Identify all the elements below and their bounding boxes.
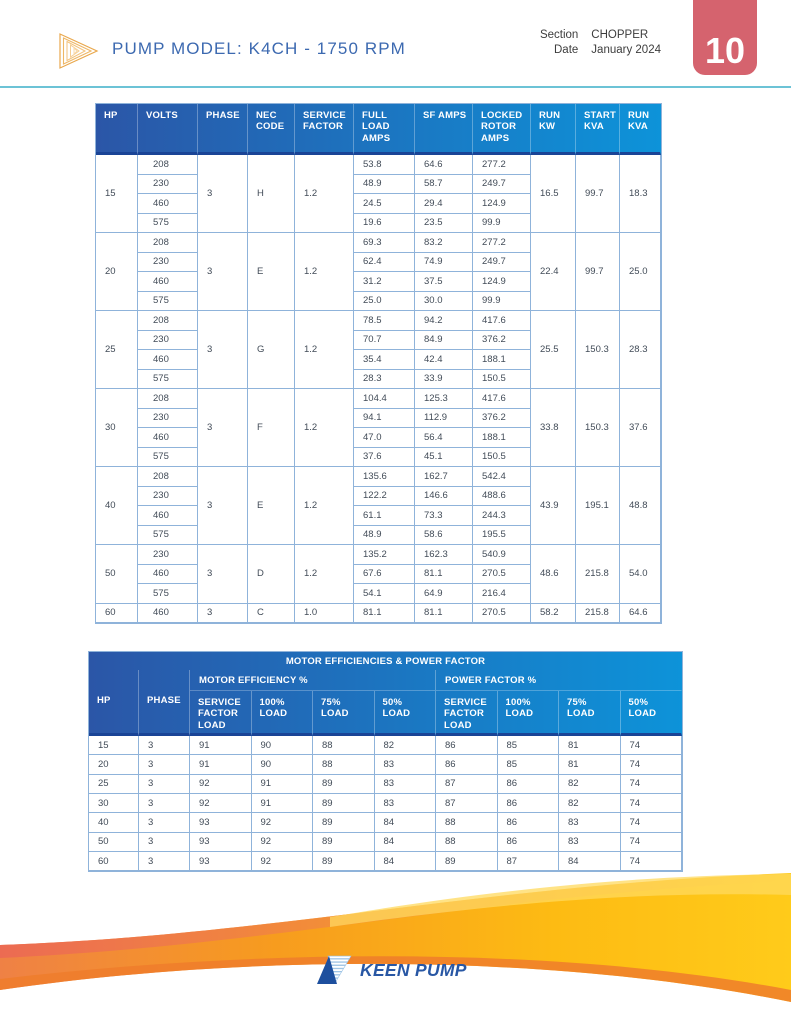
full-load-amps-cell: 94.1	[354, 409, 415, 429]
service-factor-cell: 1.2	[295, 233, 354, 311]
column-header: START KVA	[576, 104, 620, 155]
value-cell: 83	[375, 775, 437, 794]
spec-row	[96, 467, 661, 487]
hp-cell: 40	[89, 813, 139, 832]
volts-cell: 575	[138, 214, 198, 234]
service-factor-cell: 1.2	[295, 467, 354, 545]
efficiency-table-body	[89, 736, 682, 871]
locked-rotor-amps-cell: 150.5	[473, 448, 531, 468]
locked-rotor-amps-cell: 244.3	[473, 506, 531, 526]
sf-amps-cell: 125.3	[415, 389, 473, 409]
sf-amps-cell: 29.4	[415, 194, 473, 214]
sf-amps-cell: 81.1	[415, 604, 473, 624]
phase-cell: 3	[139, 794, 190, 813]
value-cell: 87	[498, 852, 560, 871]
efficiency-row	[89, 736, 682, 755]
locked-rotor-amps-cell: 417.6	[473, 389, 531, 409]
phase-cell: 3	[139, 852, 190, 871]
locked-rotor-amps-cell: 542.4	[473, 467, 531, 487]
full-load-amps-cell: 31.2	[354, 272, 415, 292]
spec-row	[96, 155, 661, 175]
locked-rotor-amps-cell: 277.2	[473, 233, 531, 253]
load-column-header: 75% LOAD	[313, 691, 375, 736]
sf-amps-cell: 23.5	[415, 214, 473, 234]
column-header: LOCKED ROTOR AMPS	[473, 104, 531, 155]
volts-cell: 460	[138, 565, 198, 585]
value-cell: 92	[252, 852, 314, 871]
value-cell: 93	[190, 813, 252, 832]
start-kva-cell: 215.8	[576, 545, 620, 604]
efficiency-row	[89, 775, 682, 794]
value-cell: 74	[621, 755, 683, 774]
hp-cell: 60	[89, 852, 139, 871]
value-cell: 83	[559, 813, 621, 832]
nec-code-cell: D	[248, 545, 295, 604]
sf-amps-cell: 84.9	[415, 331, 473, 351]
value-cell: 92	[190, 794, 252, 813]
value-cell: 93	[190, 852, 252, 871]
value-cell: 81	[559, 755, 621, 774]
value-cell: 86	[436, 755, 498, 774]
value-cell: 87	[436, 775, 498, 794]
hp-cell: 20	[96, 233, 138, 311]
sf-amps-cell: 30.0	[415, 292, 473, 312]
value-cell: 88	[436, 813, 498, 832]
sf-amps-cell: 56.4	[415, 428, 473, 448]
nec-code-cell: G	[248, 311, 295, 389]
locked-rotor-amps-cell: 376.2	[473, 331, 531, 351]
header-divider-line	[0, 86, 791, 88]
locked-rotor-amps-cell: 99.9	[473, 214, 531, 234]
spec-header-row	[96, 104, 661, 155]
run-kva-cell: 18.3	[620, 155, 661, 233]
run-kw-cell: 16.5	[531, 155, 576, 233]
column-header: VOLTS	[138, 104, 198, 155]
value-cell: 91	[190, 736, 252, 755]
value-cell: 74	[621, 813, 683, 832]
phase-cell: 3	[139, 833, 190, 852]
full-load-amps-cell: 48.9	[354, 175, 415, 195]
spec-row	[96, 545, 661, 565]
sf-amps-cell: 64.6	[415, 155, 473, 175]
column-header: RUN KVA	[620, 104, 661, 155]
locked-rotor-amps-cell: 249.7	[473, 253, 531, 273]
full-load-amps-cell: 53.8	[354, 155, 415, 175]
value-cell: 83	[375, 755, 437, 774]
start-kva-cell: 99.7	[576, 155, 620, 233]
sf-amps-cell: 37.5	[415, 272, 473, 292]
volts-cell: 460	[138, 506, 198, 526]
efficiency-table	[88, 651, 683, 872]
load-column-header: SERVICE FACTOR LOAD	[436, 691, 498, 736]
run-kw-cell: 25.5	[531, 311, 576, 389]
start-kva-cell: 215.8	[576, 604, 620, 624]
company-logo	[316, 955, 467, 986]
locked-rotor-amps-cell: 188.1	[473, 350, 531, 370]
volts-cell: 460	[138, 604, 198, 624]
load-column-header: 100% LOAD	[498, 691, 560, 736]
full-load-amps-cell: 19.6	[354, 214, 415, 234]
full-load-amps-cell: 28.3	[354, 370, 415, 390]
hp-cell: 15	[89, 736, 139, 755]
locked-rotor-amps-cell: 417.6	[473, 311, 531, 331]
motor-efficiency-group-header: MOTOR EFFICIENCY %	[190, 670, 436, 691]
power-factor-group-header: POWER FACTOR %	[436, 670, 682, 691]
locked-rotor-amps-cell: 216.4	[473, 584, 531, 604]
value-cell: 74	[621, 794, 683, 813]
value-cell: 89	[313, 852, 375, 871]
phase-cell: 3	[139, 755, 190, 774]
value-cell: 89	[313, 833, 375, 852]
volts-cell: 460	[138, 350, 198, 370]
phase-cell: 3	[139, 813, 190, 832]
full-load-amps-cell: 104.4	[354, 389, 415, 409]
spec-row	[96, 604, 661, 624]
load-column-header: SERVICE FACTOR LOAD	[190, 691, 252, 736]
volts-cell: 230	[138, 253, 198, 273]
value-cell: 89	[313, 813, 375, 832]
volts-cell: 575	[138, 370, 198, 390]
value-cell: 91	[190, 755, 252, 774]
service-factor-cell: 1.2	[295, 545, 354, 604]
date-value: January 2024	[591, 44, 661, 56]
column-header: SERVICE FACTOR	[295, 104, 354, 155]
sf-amps-cell: 81.1	[415, 565, 473, 585]
sf-amps-cell: 83.2	[415, 233, 473, 253]
run-kva-cell: 25.0	[620, 233, 661, 311]
value-cell: 81	[559, 736, 621, 755]
phase-cell: 3	[198, 604, 248, 624]
load-column-header: 75% LOAD	[559, 691, 621, 736]
run-kva-cell: 54.0	[620, 545, 661, 604]
volts-cell: 208	[138, 467, 198, 487]
value-cell: 92	[252, 813, 314, 832]
full-load-amps-cell: 81.1	[354, 604, 415, 624]
hp-cell: 50	[89, 833, 139, 852]
value-cell: 86	[436, 736, 498, 755]
load-column-header: 50% LOAD	[375, 691, 437, 736]
hp-column-header: HP	[89, 670, 139, 736]
efficiency-table-title: MOTOR EFFICIENCIES & POWER FACTOR	[285, 656, 486, 667]
service-factor-cell: 1.2	[295, 389, 354, 467]
sf-amps-cell: 58.6	[415, 526, 473, 546]
phase-column-header: PHASE	[139, 670, 190, 736]
sf-amps-cell: 42.4	[415, 350, 473, 370]
run-kw-cell: 43.9	[531, 467, 576, 545]
hp-cell: 30	[96, 389, 138, 467]
run-kva-cell: 48.8	[620, 467, 661, 545]
value-cell: 83	[559, 833, 621, 852]
nec-code-cell: F	[248, 389, 295, 467]
value-cell: 74	[621, 736, 683, 755]
sf-amps-cell: 73.3	[415, 506, 473, 526]
volts-cell: 230	[138, 331, 198, 351]
phase-cell: 3	[198, 545, 248, 604]
hp-cell: 50	[96, 545, 138, 604]
specs-table-header	[96, 104, 661, 155]
service-factor-cell: 1.0	[295, 604, 354, 624]
run-kva-cell: 64.6	[620, 604, 661, 624]
run-kw-cell: 58.2	[531, 604, 576, 624]
nec-code-cell: H	[248, 155, 295, 233]
section-value: CHOPPER	[591, 29, 649, 41]
value-cell: 90	[252, 736, 314, 755]
full-load-amps-cell: 25.0	[354, 292, 415, 312]
locked-rotor-amps-cell: 124.9	[473, 194, 531, 214]
phase-cell: 3	[198, 389, 248, 467]
column-header: HP	[96, 104, 138, 155]
hp-cell: 30	[89, 794, 139, 813]
sf-amps-cell: 162.7	[415, 467, 473, 487]
sf-amps-cell: 64.9	[415, 584, 473, 604]
full-load-amps-cell: 135.2	[354, 545, 415, 565]
volts-cell: 575	[138, 292, 198, 312]
sf-amps-cell: 58.7	[415, 175, 473, 195]
run-kva-cell: 37.6	[620, 389, 661, 467]
value-cell: 88	[436, 833, 498, 852]
phase-cell: 3	[139, 736, 190, 755]
nec-code-cell: E	[248, 233, 295, 311]
service-factor-cell: 1.2	[295, 311, 354, 389]
service-factor-cell: 1.2	[295, 155, 354, 233]
nec-code-cell: C	[248, 604, 295, 624]
logo-text: KEEN PUMP	[360, 960, 467, 980]
nec-code-cell: E	[248, 467, 295, 545]
value-cell: 85	[498, 755, 560, 774]
efficiency-row	[89, 833, 682, 852]
full-load-amps-cell: 78.5	[354, 311, 415, 331]
locked-rotor-amps-cell: 488.6	[473, 487, 531, 507]
sf-amps-cell: 74.9	[415, 253, 473, 273]
start-kva-cell: 150.3	[576, 311, 620, 389]
locked-rotor-amps-cell: 188.1	[473, 428, 531, 448]
value-cell: 83	[375, 794, 437, 813]
locked-rotor-amps-cell: 277.2	[473, 155, 531, 175]
spec-row	[96, 311, 661, 331]
full-load-amps-cell: 135.6	[354, 467, 415, 487]
value-cell: 92	[252, 833, 314, 852]
value-cell: 91	[252, 794, 314, 813]
title-arrow-icon	[59, 33, 101, 69]
value-cell: 89	[313, 775, 375, 794]
hp-cell: 15	[96, 155, 138, 233]
spec-row	[96, 233, 661, 253]
value-cell: 86	[498, 775, 560, 794]
sf-amps-cell: 112.9	[415, 409, 473, 429]
hp-cell: 25	[96, 311, 138, 389]
phase-cell: 3	[198, 311, 248, 389]
start-kva-cell: 99.7	[576, 233, 620, 311]
full-load-amps-cell: 48.9	[354, 526, 415, 546]
value-cell: 84	[375, 813, 437, 832]
value-cell: 84	[559, 852, 621, 871]
value-cell: 88	[313, 755, 375, 774]
volts-cell: 460	[138, 194, 198, 214]
start-kva-cell: 150.3	[576, 389, 620, 467]
phase-cell: 3	[198, 233, 248, 311]
volts-cell: 460	[138, 428, 198, 448]
full-load-amps-cell: 67.6	[354, 565, 415, 585]
sf-amps-cell: 146.6	[415, 487, 473, 507]
locked-rotor-amps-cell: 376.2	[473, 409, 531, 429]
full-load-amps-cell: 70.7	[354, 331, 415, 351]
efficiency-table-header	[89, 652, 682, 736]
volts-cell: 230	[138, 409, 198, 429]
full-load-amps-cell: 47.0	[354, 428, 415, 448]
locked-rotor-amps-cell: 270.5	[473, 604, 531, 624]
locked-rotor-amps-cell: 124.9	[473, 272, 531, 292]
value-cell: 74	[621, 833, 683, 852]
hp-cell: 25	[89, 775, 139, 794]
specs-table	[95, 103, 662, 624]
phase-cell: 3	[198, 155, 248, 233]
value-cell: 82	[559, 794, 621, 813]
locked-rotor-amps-cell: 99.9	[473, 292, 531, 312]
volts-cell: 575	[138, 526, 198, 546]
run-kva-cell: 28.3	[620, 311, 661, 389]
value-cell: 82	[559, 775, 621, 794]
volts-cell: 208	[138, 389, 198, 409]
volts-cell: 208	[138, 233, 198, 253]
specs-table-body	[96, 155, 661, 623]
efficiency-row	[89, 813, 682, 832]
value-cell: 74	[621, 852, 683, 871]
value-cell: 93	[190, 833, 252, 852]
value-cell: 84	[375, 852, 437, 871]
sf-amps-cell: 162.3	[415, 545, 473, 565]
efficiency-row	[89, 794, 682, 813]
locked-rotor-amps-cell: 150.5	[473, 370, 531, 390]
volts-cell: 230	[138, 545, 198, 565]
full-load-amps-cell: 37.6	[354, 448, 415, 468]
value-cell: 85	[498, 736, 560, 755]
page-number-badge: 10	[693, 0, 757, 75]
sf-amps-cell: 45.1	[415, 448, 473, 468]
volts-cell: 575	[138, 448, 198, 468]
page-title: PUMP MODEL: K4CH - 1750 RPM	[112, 39, 406, 58]
value-cell: 84	[375, 833, 437, 852]
run-kw-cell: 48.6	[531, 545, 576, 604]
full-load-amps-cell: 122.2	[354, 487, 415, 507]
volts-cell: 208	[138, 311, 198, 331]
column-header: SF AMPS	[415, 104, 473, 155]
column-header: PHASE	[198, 104, 248, 155]
value-cell: 86	[498, 833, 560, 852]
locked-rotor-amps-cell: 540.9	[473, 545, 531, 565]
section-date-block	[540, 29, 661, 56]
full-load-amps-cell: 54.1	[354, 584, 415, 604]
date-label: Date	[554, 44, 579, 56]
phase-cell: 3	[139, 775, 190, 794]
full-load-amps-cell: 35.4	[354, 350, 415, 370]
spec-row	[96, 389, 661, 409]
run-kw-cell: 33.8	[531, 389, 576, 467]
value-cell: 91	[252, 775, 314, 794]
run-kw-cell: 22.4	[531, 233, 576, 311]
column-header: FULL LOAD AMPS	[354, 104, 415, 155]
value-cell: 74	[621, 775, 683, 794]
value-cell: 88	[313, 736, 375, 755]
hp-cell: 40	[96, 467, 138, 545]
full-load-amps-cell: 61.1	[354, 506, 415, 526]
start-kva-cell: 195.1	[576, 467, 620, 545]
full-load-amps-cell: 24.5	[354, 194, 415, 214]
phase-cell: 3	[198, 467, 248, 545]
volts-cell: 230	[138, 487, 198, 507]
locked-rotor-amps-cell: 249.7	[473, 175, 531, 195]
value-cell: 86	[498, 794, 560, 813]
load-column-header: 100% LOAD	[252, 691, 314, 736]
volts-cell: 575	[138, 584, 198, 604]
column-header: NEC CODE	[248, 104, 295, 155]
efficiency-row	[89, 755, 682, 774]
volts-cell: 460	[138, 272, 198, 292]
column-header: RUN KW	[531, 104, 576, 155]
hp-cell: 20	[89, 755, 139, 774]
load-column-header: 50% LOAD	[621, 691, 683, 736]
value-cell: 87	[436, 794, 498, 813]
sf-amps-cell: 94.2	[415, 311, 473, 331]
value-cell: 89	[436, 852, 498, 871]
sf-amps-cell: 33.9	[415, 370, 473, 390]
value-cell: 86	[498, 813, 560, 832]
locked-rotor-amps-cell: 270.5	[473, 565, 531, 585]
value-cell: 89	[313, 794, 375, 813]
full-load-amps-cell: 69.3	[354, 233, 415, 253]
value-cell: 82	[375, 736, 437, 755]
hp-cell: 60	[96, 604, 138, 624]
volts-cell: 230	[138, 175, 198, 195]
keen-pump-logo-icon	[316, 955, 352, 986]
volts-cell: 208	[138, 155, 198, 175]
footer-wave-graphic	[0, 854, 791, 1024]
section-label: Section	[539, 29, 579, 41]
locked-rotor-amps-cell: 195.5	[473, 526, 531, 546]
value-cell: 92	[190, 775, 252, 794]
value-cell: 90	[252, 755, 314, 774]
full-load-amps-cell: 62.4	[354, 253, 415, 273]
